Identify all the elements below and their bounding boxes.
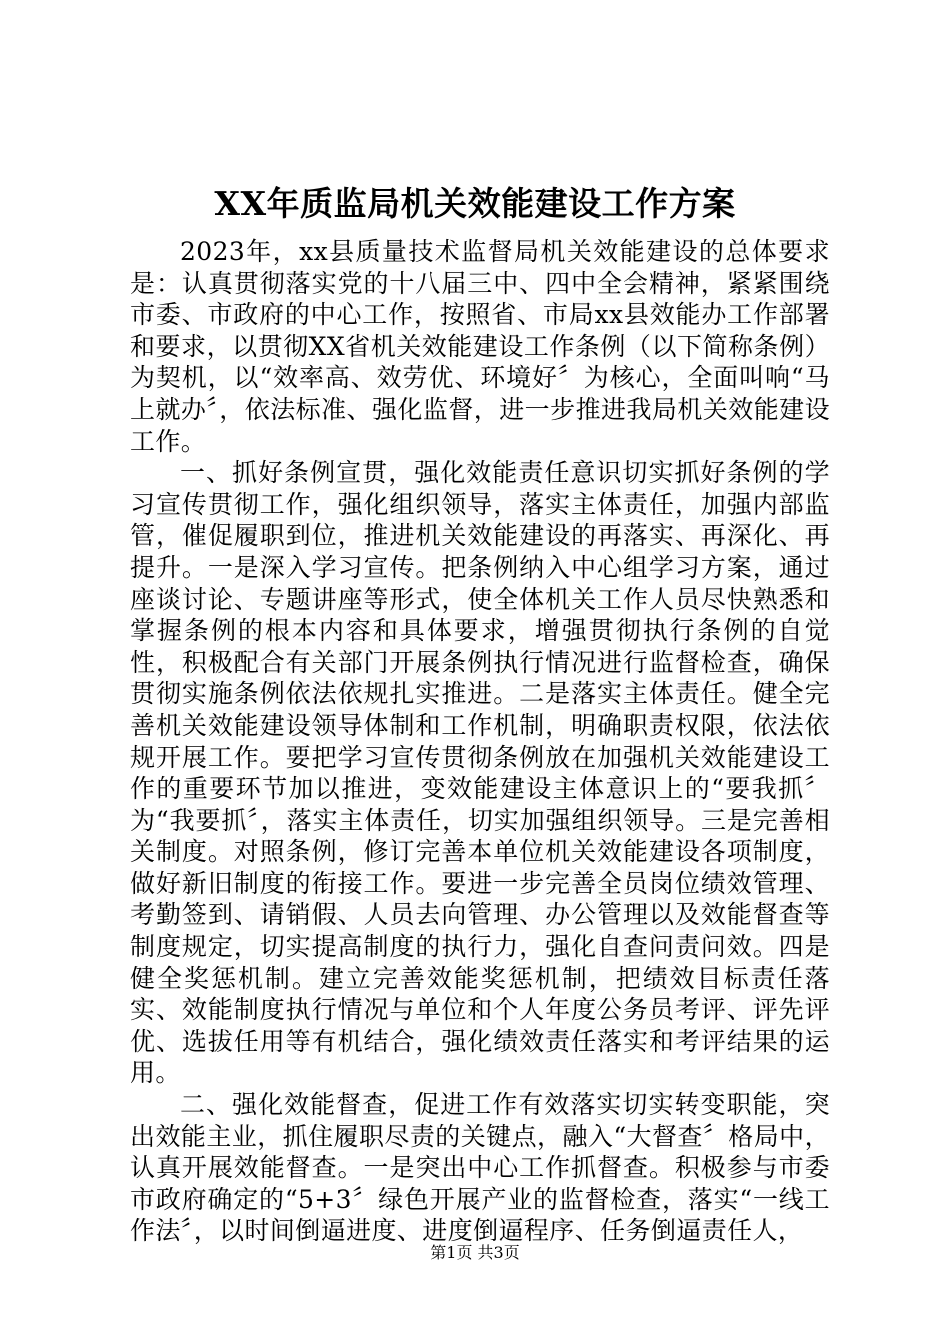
document-title: XX年质监局机关效能建设工作方案 [214,184,736,223]
document-body [130,236,830,1247]
paragraph-intro: 2023年，xx县质量技术监督局机关效能建设的总体要求是：认真贯彻落实党的十八届三中、四中全会精神，紧紧围绕市委、市政府的中心工作，按照省、市局xx县效能办工作部署和要求，以贯彻XX省机关效能建设工作条例（以下简称条例）为契机，以“效率高、效劳优、环境好〞为核心，全面叫响“马上就办〞，依法标准、强化监督，进一步推进我局机关效能建设工作。 [130,237,830,456]
paragraph-section-two: 二、强化效能督查，促进工作有效落实切实转变职能，突出效能主业，抓住履职尽责的关键点，融入“大督查〞格局中，认真开展效能督查。一是突出中心工作抓督查。积极参与市委市政府确定的“5+3〞绿色开展产业的监督检查，落实“一线工作法〞，以时间倒逼进度、进度倒逼程序、任务倒逼责任人， [130,1090,830,1246]
page-footer: 第1页 共3页 [430,1243,520,1262]
paragraph-section-one: 一、抓好条例宣贯，强化效能责任意识切实抓好条例的学习宣传贯彻工作，强化组织领导，落实主体责任，加强内部监管，催促履职到位，推进机关效能建设的再落实、再深化、再提升。一是深入学习宣传。把条例纳入中心组学习方案，通过座谈讨论、专题讲座等形式，使全体机关工作人员尽快熟悉和掌握条例的根本内容和具体要求，增强贯彻执行条例的自觉性，积极配合有关部门开展条例执行情况进行监督检查，确保贯彻实施条例依法依规扎实推进。二是落实主体责任。健全完善机关效能建设领导体制和工作机制，明确职责权限，依法依规开展工作。要把学习宣传贯彻条例放在加强机关效能建设工作的重要环节加以推进，变效能建设主体意识上的“要我抓〞为“我要抓〞，落实主体责任，切实加强组织领导。三是完善相关制度。对照条例，修订完善本单位机关效能建设各项制度，做好新旧制度的衔接工作。要进一步完善全员岗位绩效管理、考勤签到、请销假、人员去向管理、办公管理以及效能督查等制度规定，切实提高制度的执行力，强化自查问责问效。四是健全奖惩机制。建立完善效能奖惩机制，把绩效目标责任落实、效能制度执行情况与单位和个人年度公务员考评、评先评优、选拔任用等有机结合，强化绩效责任落实和考评结果的运用。 [130,458,830,1088]
